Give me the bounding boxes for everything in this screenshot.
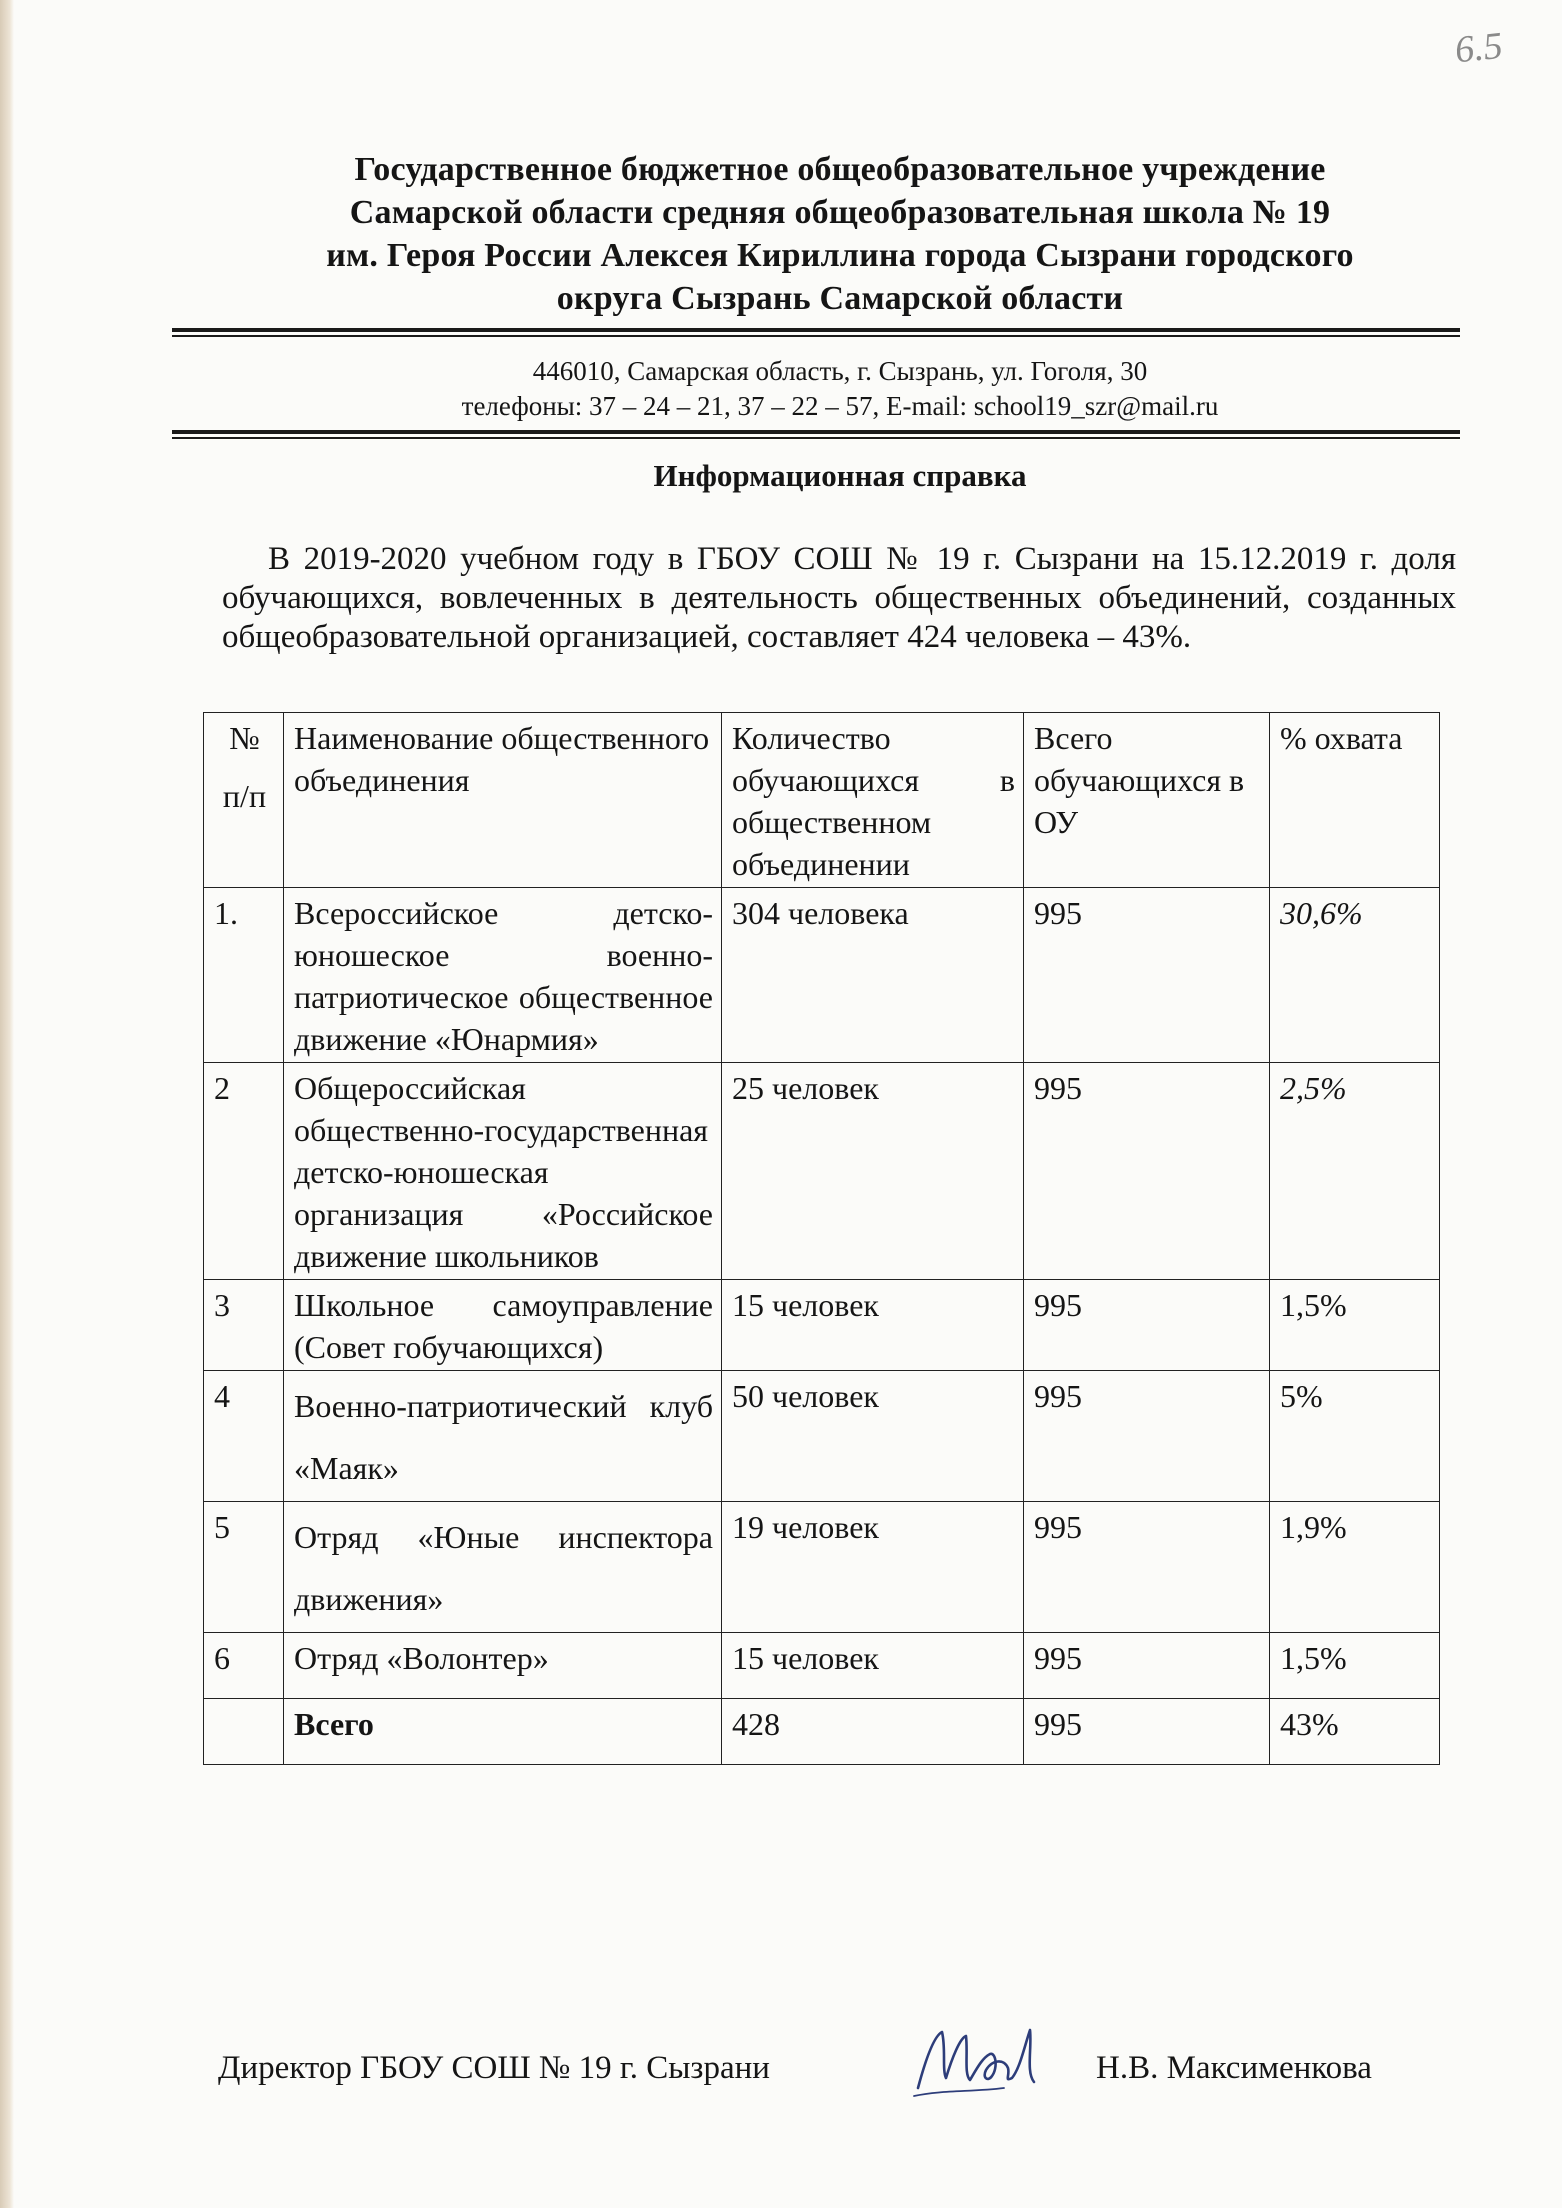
total-label: Всего: [284, 1699, 722, 1765]
intro-paragraph: В 2019-2020 учебном году в ГБОУ СОШ № 19 г. Сызрани на 15.12.2019 г. доля обучающихся, вовлеченных в деятельность общественных объединений, созданных общеобразовательной организацией, составляет 424 человека – 43%.: [222, 541, 1456, 655]
handwritten-signature: [912, 2018, 1052, 2108]
total-count: 428: [722, 1699, 1024, 1765]
row-name: Военно-патриотический клуб «Маяк»: [284, 1371, 722, 1502]
org-name-line-1: Государственное бюджетное общеобразовательное учреждение: [354, 151, 1326, 188]
table-row: [204, 1502, 1440, 1633]
header-count: Количество обучающихся в общественном объединении: [722, 713, 1024, 888]
table-row: [204, 1371, 1440, 1502]
organization-header: [240, 148, 1440, 320]
signer-name: Н.В. Максименкова: [1096, 2050, 1372, 2086]
row-total: 995: [1024, 1502, 1270, 1633]
handwritten-page-mark: 6.5: [1452, 24, 1505, 72]
header-percent: % охвата: [1270, 713, 1440, 888]
row-number: 1.: [204, 888, 284, 1063]
row-number: 4: [204, 1371, 284, 1502]
paper-edge-shadow: [0, 0, 14, 2208]
table-row: [204, 888, 1440, 1063]
row-name: Отряд «Юные инспектора движения»: [284, 1502, 722, 1633]
row-percent: 30,6%: [1270, 888, 1440, 1063]
header-name: Наименование общественного объединения: [284, 713, 722, 888]
row-count: 25 человек: [722, 1063, 1024, 1280]
director-position: Директор ГБОУ СОШ № 19 г. Сызрани: [218, 2050, 770, 2086]
org-name-line-3: им. Героя России Алексея Кириллина города Сызрани городского: [326, 237, 1354, 274]
header-total: Всего обучающихся в ОУ: [1024, 713, 1270, 888]
row-number: 5: [204, 1502, 284, 1633]
row-percent: 1,5%: [1270, 1633, 1440, 1699]
table-total-row: [204, 1699, 1440, 1765]
total-percent: 43%: [1270, 1699, 1440, 1765]
row-count: 15 человек: [722, 1633, 1024, 1699]
row-percent: 1,5%: [1270, 1280, 1440, 1371]
row-name: Общероссийская общественно-государственная детско-юношеская организация «Российское движение школьников: [284, 1063, 722, 1280]
table-row: [204, 1280, 1440, 1371]
row-total: 995: [1024, 1633, 1270, 1699]
row-number: 2: [204, 1063, 284, 1280]
row-total: 995: [1024, 888, 1270, 1063]
header-divider-bottom: [172, 430, 1460, 439]
table-row: [204, 1063, 1440, 1280]
total-number-cell: [204, 1699, 284, 1765]
row-count: 15 человек: [722, 1280, 1024, 1371]
row-percent: 2,5%: [1270, 1063, 1440, 1280]
total-students: 995: [1024, 1699, 1270, 1765]
row-total: 995: [1024, 1371, 1270, 1502]
row-total: 995: [1024, 1280, 1270, 1371]
row-name: Всероссийское детско-юношеское военно-патриотическое общественное движение «Юнармия»: [284, 888, 722, 1063]
row-name: Школьное самоуправление (Совет гобучающихся): [284, 1280, 722, 1371]
postal-address: 446010, Самарская область, г. Сызрань, ул. Гоголя, 30: [532, 356, 1148, 386]
row-count: 304 человека: [722, 888, 1024, 1063]
table-header-row: [204, 713, 1440, 888]
row-number: 3: [204, 1280, 284, 1371]
row-total: 995: [1024, 1063, 1270, 1280]
row-count: 19 человек: [722, 1502, 1024, 1633]
row-number: 6: [204, 1633, 284, 1699]
org-name-line-2: Самарской области средняя общеобразовательная школа № 19: [349, 194, 1331, 231]
row-count: 50 человек: [722, 1371, 1024, 1502]
associations-table: [203, 712, 1440, 1765]
row-percent: 1,9%: [1270, 1502, 1440, 1633]
header-divider-top: [172, 328, 1460, 337]
org-name-line-4: округа Сызрань Самарской области: [556, 280, 1124, 317]
header-number: № п/п: [204, 713, 284, 888]
row-name: Отряд «Волонтер»: [284, 1633, 722, 1699]
row-percent: 5%: [1270, 1371, 1440, 1502]
address-block: [240, 354, 1440, 424]
contact-info: телефоны: 37 – 24 – 21, 37 – 22 – 57, E-mail: school19_szr@mail.ru: [461, 391, 1219, 421]
table-row: [204, 1633, 1440, 1699]
document-title: Информационная справка: [653, 458, 1027, 493]
